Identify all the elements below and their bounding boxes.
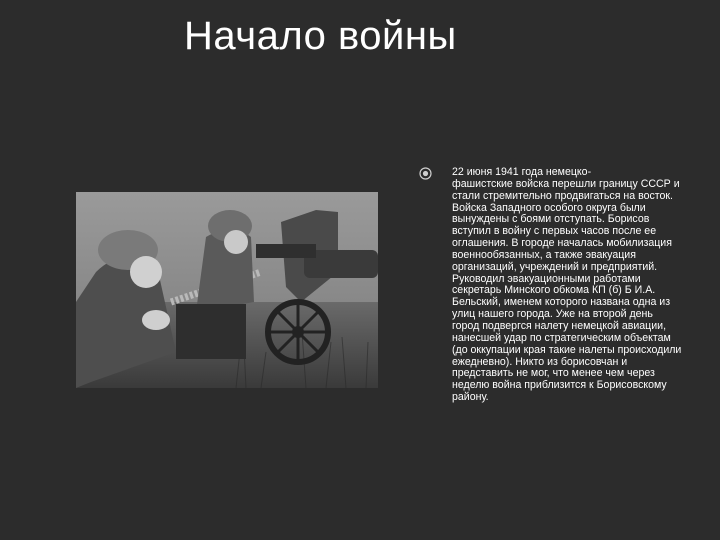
- war-photo: [76, 192, 378, 388]
- body-text: 22 июня 1941 года немецко- фашистские войска перешли границу СССР и стали стремительно продвигаться на восток. Войска Западного особого округа были вынуждены с боями отступать. Борисов вступил в войну с первых часов после ее оглашения. В городе началась мобилизация военнообязанных, а также эвакуация организаций, учреждений и предприятий. Руководил эвакуационными работами секретарь Минского обкома КП (б) Б И.А. Бельский, именем которого названа одна из улиц нашего города. Уже на второй день город подвергся налету немецкой авиации, нанесшей удар по стратегическим объектам (до оккупации края такие налеты происходили ежедневно). Никто из борисовчан и представить не мог, что менее чем через неделю война приблизится к Борисовскому району.: [452, 166, 682, 404]
- page-title: Начало войны: [184, 14, 457, 58]
- circle-bullet-icon: [419, 167, 432, 180]
- soldiers-machine-gun-photo: [76, 192, 378, 388]
